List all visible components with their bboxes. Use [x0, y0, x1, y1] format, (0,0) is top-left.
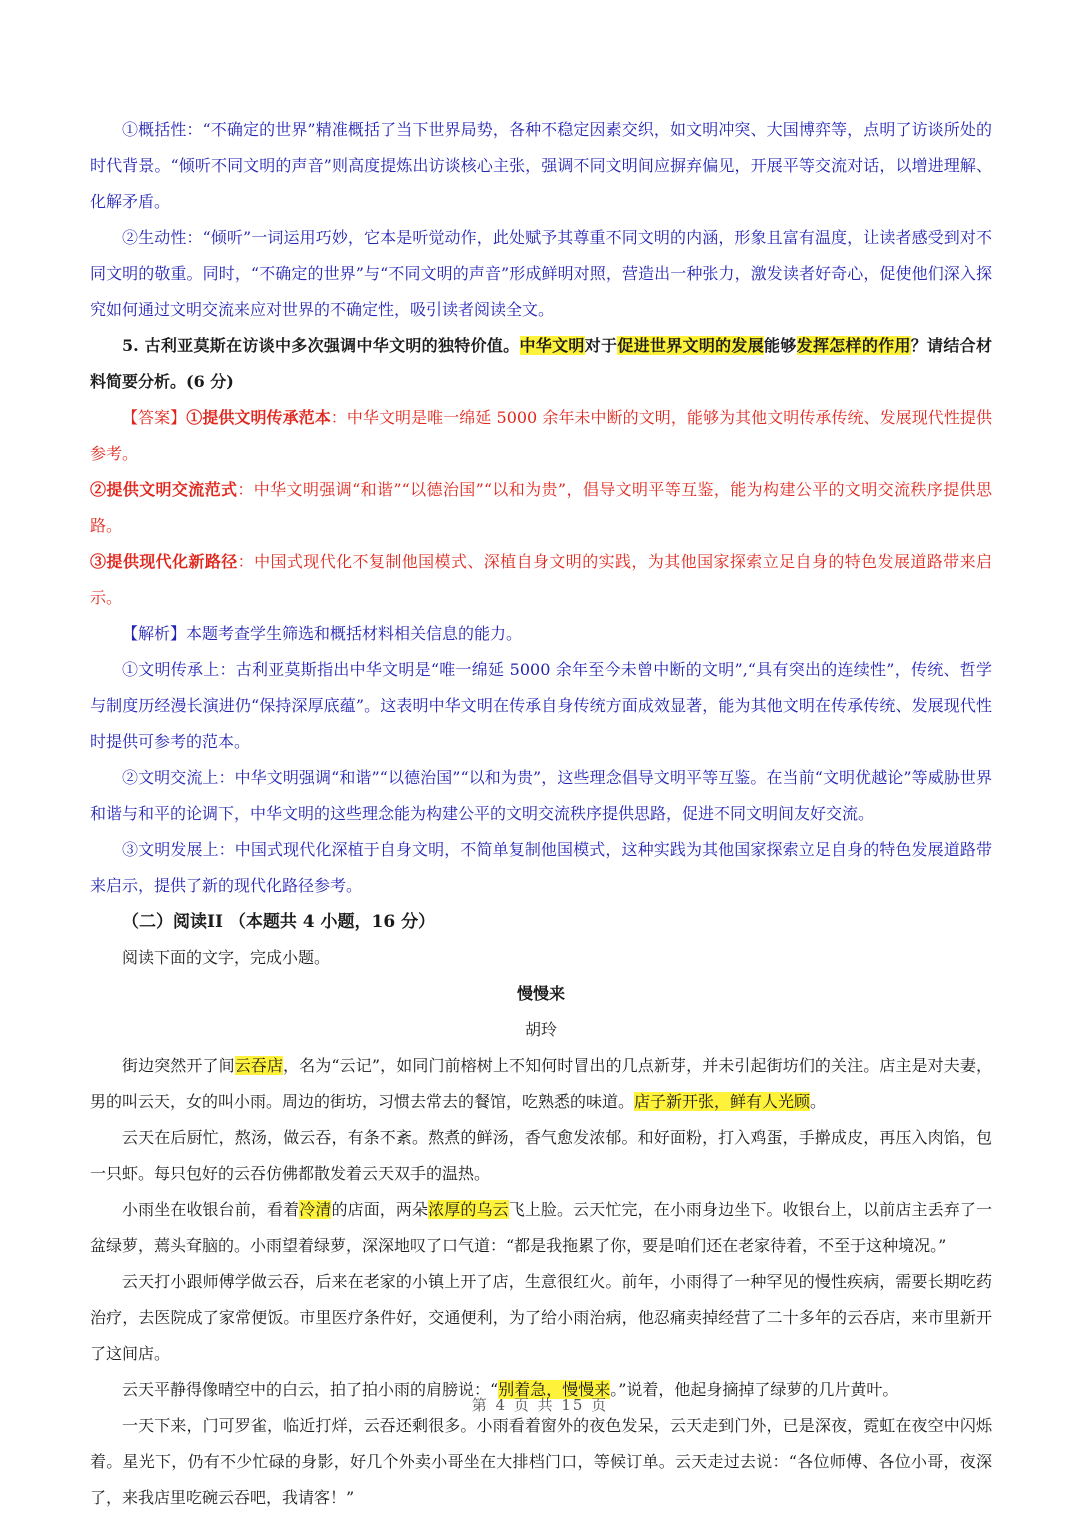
page-number-footer: 第 4 页 共 15 页 — [471, 1396, 609, 1414]
answer-point-1-heading: ①提供文明传承范本 — [186, 408, 331, 427]
answer-point-3-text: ：中国式现代化不复制他国模式、深植自身文明的实践，为其他国家探索立足自身的特色发展道路带来启示。 — [90, 552, 992, 607]
analysis-point-development: ③文明发展上：中国式现代化深植于自身文明，不简单复制他国模式，这种实践为其他国家探索立足自身的特色发展道路带来启示，提供了新的现代化路径参考。 — [90, 840, 992, 895]
answer-tag: 【答案】 — [122, 408, 187, 427]
analysis-paragraph-generality: ①概括性：“不确定的世界”精准概括了当下世界局势，各种不稳定因素交织，如文明冲突、大国博弈等，点明了访谈所处的时代背景。“倾听不同文明的声音”则高度提炼出访谈核心主张，强调不同文明间应摒弃偏见，开展平等交流对话，以增进理解、化解矛盾。 — [90, 120, 992, 211]
answer-point-2-heading: ②提供文明交流范式 — [90, 480, 238, 499]
highlight-few-customers: 店子新开张，鲜有人光顾 — [634, 1092, 811, 1111]
reading-instruction: 阅读下面的文字，完成小题。 — [122, 948, 331, 967]
story-title: 慢慢来 — [516, 984, 565, 1003]
answer-point-3-heading: ③提供现代化新路径 — [90, 552, 238, 571]
question-5-text: 对于 — [584, 336, 618, 355]
story-paragraph-3 — [90, 1192, 992, 1264]
highlight-dark-clouds: 浓厚的乌云 — [428, 1200, 509, 1219]
story-text: 小雨坐在收银台前，看着 — [122, 1200, 300, 1219]
story-text: 。 — [810, 1092, 827, 1111]
story-text: 街边突然开了间 — [122, 1056, 235, 1075]
story-paragraph-4: 云天打小跟师傅学做云吞，后来在老家的小镇上开了店，生意很红火。前年，小雨得了一种罕见的慢性疾病，需要长期吃药治疗，去医院成了家常便饭。市里医疗条件好，交通便利，为了给小雨治病，他忍痛卖掉经营了二十多年的云吞店，来市里新开了这间店。 — [90, 1272, 992, 1363]
question-5 — [90, 328, 992, 400]
story-paragraph-1 — [90, 1048, 992, 1120]
story-text: 。”说着，他起身摘掉了绿萝的几片黄叶。 — [610, 1380, 899, 1399]
story-paragraph-2: 云天在后厨忙，熬汤，做云吞，有条不紊。熬煮的鲜汤，香气愈发浓郁。和好面粉，打入鸡蛋，手擀成皮，再压入肉馅，包一只虾。每只包好的云吞仿佛都散发着云天双手的温热。 — [90, 1128, 992, 1183]
highlight-wonton-shop: 云吞店 — [234, 1056, 284, 1075]
answer-point-1-text: ：中华文明是唯一绵延 5000 余年未中断的文明，能够为其他文明传承传统、发展现代性提供参考。 — [90, 408, 992, 463]
story-text: 的店面，两朵 — [331, 1200, 429, 1219]
analysis-intro-text: 本题考查学生筛选和概括材料相关信息的能力。 — [186, 624, 523, 643]
analysis-point-exchange: ②文明交流上：中华文明强调“和谐”“以德治国”“以和为贵”，这些理念倡导文明平等互鉴。在当前“文明优越论”等威胁世界和谐与和平的论调下，中华文明的这些理念能为构建公平的文明交流秩序提供思路，促进不同文明间友好交流。 — [90, 768, 992, 823]
answer-line-1 — [90, 400, 992, 472]
question-5-lead: 5. 古利亚莫斯在访谈中多次强调中华文明的独特价值。 — [122, 336, 520, 355]
highlight-promote-development: 促进世界文明的发展 — [617, 336, 765, 355]
highlight-what-role: 发挥怎样的作用 — [796, 336, 911, 355]
answer-line-3 — [90, 544, 992, 616]
story-text: 云天平静得像晴空中的白云，拍了拍小雨的肩膀说：“ — [122, 1380, 499, 1399]
answer-point-2-text: ：中华文明强调“和谐”“以德治国”“以和为贵”，倡导文明平等互鉴，能为构建公平的文明交流秩序提供思路。 — [90, 480, 992, 535]
highlight-chinese-civilization: 中华文明 — [519, 336, 585, 355]
story-text: 飞上脸。云天忙完，在小雨身边坐下。收银台上，以前店主丢弃了一盆绿萝，蔫头耷脑的。小雨望着绿萝，深深地叹了口气道：“都是我拖累了你，要是咱们还在老家待着，不至于这种境况。” — [90, 1200, 992, 1255]
answer-line-2 — [90, 472, 992, 544]
page-body — [90, 112, 992, 1516]
section-title: （二）阅读II （本题共 4 小题，16 分） — [122, 912, 436, 932]
story-author: 胡玲 — [524, 1020, 557, 1039]
analysis-paragraph-vividness: ②生动性：“倾听”一词运用巧妙，它本是听觉动作，此处赋予其尊重不同文明的内涵，形象且富有温度，让读者感受到对不同文明的敬重。同时，“不确定的世界”与“不同文明的声音”形成鲜明对照，营造出一种张力，激发读者好奇心，促使他们深入探究如何通过文明交流来应对世界的不确定性，吸引读者阅读全文。 — [90, 228, 992, 319]
highlight-deserted: 冷清 — [299, 1200, 332, 1219]
highlight-take-it-slow: 别着急，慢慢来 — [498, 1380, 611, 1399]
analysis-point-inheritance: ①文明传承上：古利亚莫斯指出中华文明是“唯一绵延 5000 余年至今未曾中断的文明”,“具有突出的连续性”，传统、哲学与制度历经漫长演进仍“保持深厚底蕴”。这表明中华文明在传承自身传统方面成效显著，能为其他文明在传承传统、发展现代性时提供可参考的范本。 — [90, 660, 992, 751]
question-5-tail: ？请结合材料简要分析。(6 分) — [90, 336, 992, 391]
analysis-intro — [90, 616, 992, 652]
story-text: ，名为“云记”，如同门前榕树上不知何时冒出的几点新芽，并未引起街坊们的关注。店主是对夫妻，男的叫云天，女的叫小雨。周边的街坊，习惯去常去的餐馆，吃熟悉的味道。 — [90, 1056, 992, 1111]
question-5-text: 能够 — [764, 336, 797, 355]
analysis-tag: 【解析】 — [122, 624, 187, 643]
story-paragraph-6: 一天下来，门可罗雀，临近打烊，云吞还剩很多。小雨看着窗外的夜色发呆，云天走到门外，已是深夜，霓虹在夜空中闪烁着。星光下，仍有不少忙碌的身影，好几个外卖小哥坐在大排档门口，等候订单。云天走过去说：“各位师傅、各位小哥，夜深了，来我店里吃碗云吞吧，我请客！” — [90, 1416, 992, 1507]
